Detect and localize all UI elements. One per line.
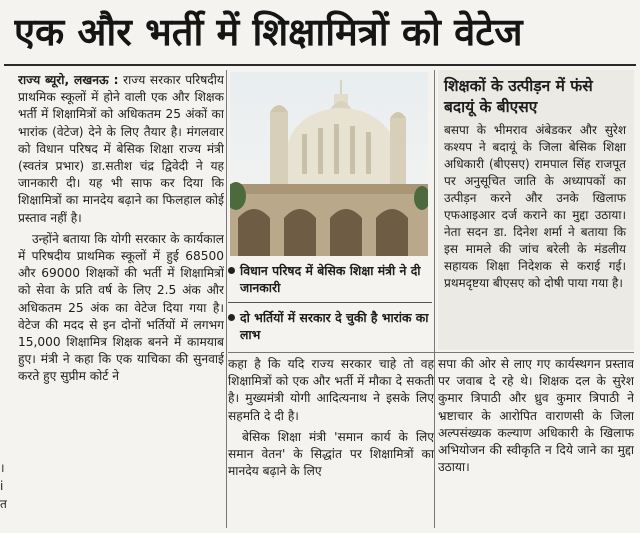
edge-fragment-1: ।: [0, 461, 5, 475]
highlights-box: [228, 262, 432, 349]
main-story-column-3: [438, 356, 634, 528]
edge-fragment-3: त: [0, 497, 7, 511]
sidebar-story: [438, 70, 634, 350]
sidebar-body: बसपा के भीमराव अंबेडकर और सुरेश कश्यप ने बदायूं के जिला बेसिक शिक्षा अधिकारी (बीएसए) रामपाल सिंह राजपूत पर अनुसूचित जाति के अध्यापकों का उत्पीड़न करने और उनके खिलाफ एफआइआर दर्ज कराने का मुद्दा उठाया। नेता सदन डा. दिनेश शर्मा ने बताया कि इस मामले की जांच बरेली के मंडलीय सहायक शिक्षा निदेशक से कराई गई। प्रथमदृष्टया बीएसए को दोषी पाया गया है।: [444, 123, 626, 290]
highlight-item: [228, 262, 432, 296]
section-divider: [228, 352, 634, 353]
column-divider-2: [434, 70, 435, 528]
headline: एक और भर्ती में शिक्षामित्रों को वेटेज: [14, 10, 523, 54]
column-divider-1: [226, 70, 227, 528]
bullet-dot-icon: [228, 314, 235, 321]
main-story-column-1: [18, 72, 224, 527]
highlight-divider: [228, 302, 432, 303]
sidebar-title: शिक्षकों के उत्पीड़न में फंसे बदायूं के बीएसए: [444, 77, 593, 116]
main-story-continuation-3: सपा की ओर से लाए गए कार्यस्थगन प्रस्ताव पर जवाब दे रहे थे। शिक्षक दल के सुरेश कुमार त्रिपाठी और ध्रुव कुमार त्रिपाठी ने भ्रष्टाचार के आरोपित वाराणसी के जिला अल्पसंख्यक कल्याण अधिकारी के खिलाफ अभियोजन की स्वीकृति न दिये जाने का मुद्दा उठाया।: [438, 357, 634, 475]
bullet-dot-icon: [228, 267, 235, 274]
dateline: राज्य ब्यूरो, लखनऊ :: [18, 73, 119, 87]
edge-fragment-2: i: [0, 479, 4, 493]
main-story-paragraph-1: राज्य सरकार परिषदीय प्राथमिक स्कूलों में होने वाली एक और शिक्षक भर्ती में शिक्षामित्रों को अधिकतम 25 अंकों का भारांक (वेटेज) देने के लिए तैयार है। मंगलवार को विधान परिषद में बेसिक शिक्षा राज्य मंत्री (स्वतंत्र प्रभार) डा.सतीश चंद्र द्विवेदी ने यह जानकारी दी। यह भी साफ कर दिया कि शिक्षामित्रों का मानदेय बढ़ाने का फिलहाल कोई प्रस्ताव नहीं है।: [18, 73, 224, 225]
main-story-paragraph-2: उन्होंने बताया कि योगी सरकार के कार्यकाल में परिषदीय प्राथमिक स्कूलों में हुई 68500 और 69000 शिक्षकों की भर्ती में शिक्षामित्रों को सेवा के प्रति वर्ष के लिए 2.5 अंक और अधिकतम 25 अंक का वेटेज दिया गया है। वेटेज की मदद से इन दोनों भर्तियों में लगभग 15,000 शिक्षामित्र शिक्षक बनने में कामयाब हुए। मंत्री ने कहा कि एक याचिका की सुनवाई करते हुए सुप्रीम कोर्ट ने: [18, 231, 224, 384]
main-story-column-2: [228, 356, 434, 528]
legislative-council-photo: [230, 72, 428, 256]
main-story-continuation-1: कहा है कि यदि राज्य सरकार चाहे तो वह शिक्षामित्रों को एक और भर्ती में मौका दे सकती है। मुख्यमंत्री योगी आदित्यनाथ ने इसके लिए सहमति दे दी है।: [228, 357, 434, 423]
main-story-continuation-2: बेसिक शिक्षा मंत्री 'समान कार्य के लिए समान वेतन' के सिद्धांत पर शिक्षामित्रों का मानदेय बढ़ाने के लिए: [228, 429, 434, 479]
headline-rule: [4, 64, 636, 66]
highlight-item: [228, 309, 432, 343]
highlight-text: दो भर्तियों में सरकार दे चुकी है भारांक का लाभ: [240, 310, 429, 342]
highlight-text: विधान परिषद में बेसिक शिक्षा मंत्री ने दी जानकारी: [240, 263, 421, 295]
vidhan-bhavan-image: [230, 72, 428, 256]
